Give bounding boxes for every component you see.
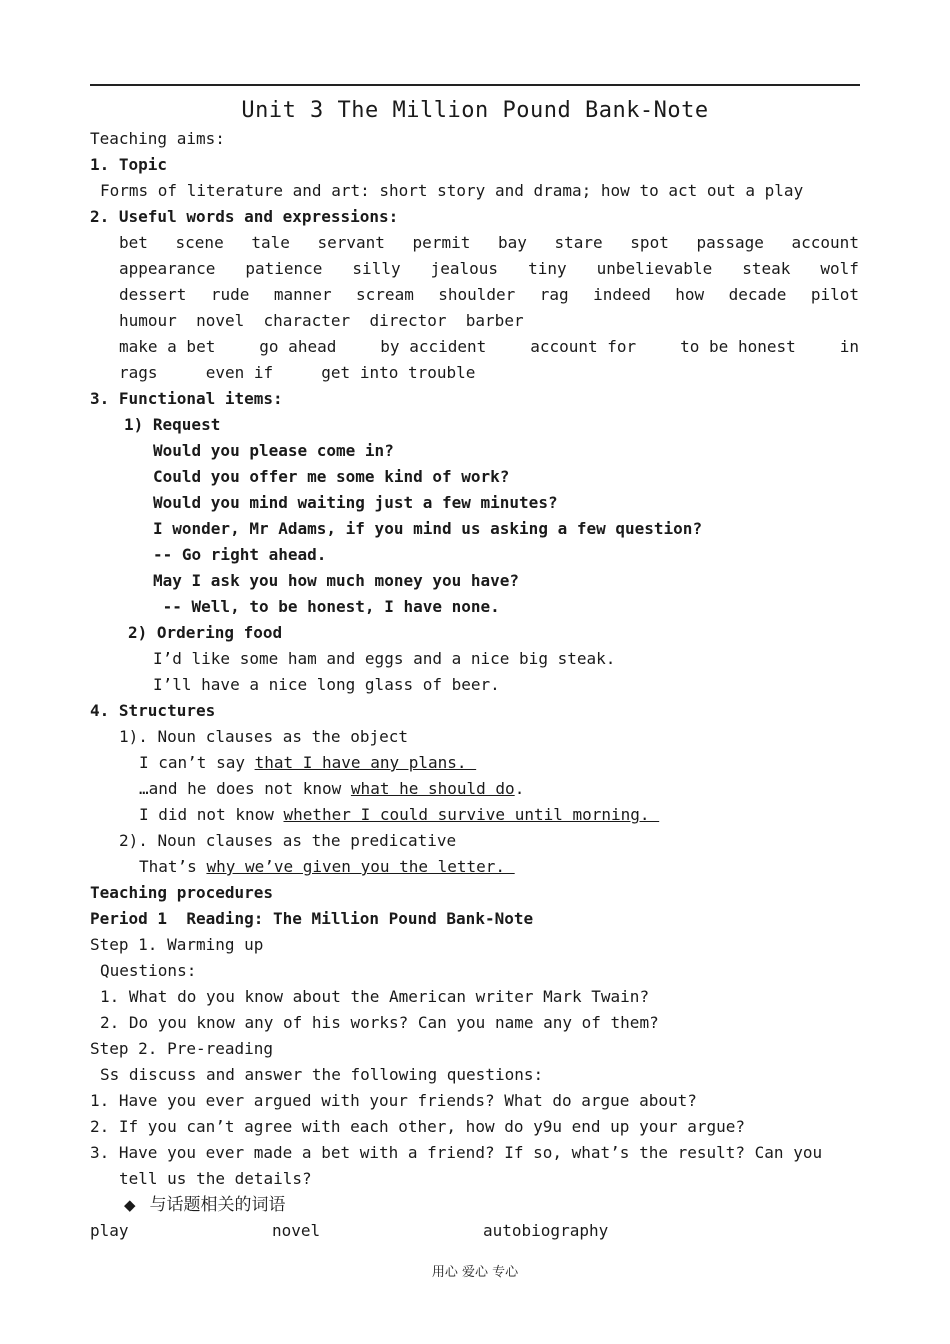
noun-pred-label: 2). Noun clauses as the predicative (119, 831, 457, 850)
word: steak (742, 259, 791, 278)
topic-text: Forms of literature and art: short story and drama; how to act out a play (100, 181, 804, 200)
word: passage (696, 233, 764, 252)
word: decade (728, 285, 787, 304)
functional-heading: 3. Functional items: (90, 389, 283, 408)
phrase: account for (530, 337, 637, 356)
word: jealous (430, 259, 499, 278)
example-underlined: that I have any plans. (254, 753, 477, 772)
example-3 (139, 805, 659, 825)
word: permit (412, 233, 471, 252)
teaching-aims-label: Teaching aims: (90, 129, 225, 148)
phrase-row-1 (119, 337, 859, 357)
word: dessert (119, 285, 187, 304)
procedures-heading: Teaching procedures (90, 883, 274, 902)
request-line: I wonder, Mr Adams, if you mind us asking a few question? (153, 519, 703, 538)
word-row-2 (119, 259, 859, 279)
page-title: Unit 3 The Million Pound Bank-Note (241, 98, 709, 123)
word: manner (273, 285, 332, 304)
step-1: Step 1. Warming up (90, 935, 264, 954)
word: how (675, 285, 705, 304)
phrase: to be honest (680, 337, 796, 356)
word-row-3 (119, 285, 859, 305)
example-underlined: whether I could survive until morning. (283, 805, 660, 824)
useful-words-heading: 2. Useful words and expressions: (90, 207, 399, 226)
discuss-line: Ss discuss and answer the following questions: (100, 1065, 544, 1084)
word: bet (119, 233, 148, 252)
phrase: go ahead (259, 337, 337, 356)
request-heading: 1) Request (124, 415, 221, 434)
request-line: -- Well, to be honest, I have none. (153, 597, 500, 616)
example-text: I did not know (139, 805, 284, 824)
related-words-line (124, 1195, 286, 1215)
example-text: I can’t say (139, 753, 255, 772)
request-line: Could you offer me some kind of work? (153, 467, 510, 486)
word-row-4: humour novel character director barber (119, 311, 524, 330)
word: silly (352, 259, 401, 278)
vocab-word: autobiography (483, 1221, 609, 1240)
vocab-word: play (90, 1221, 129, 1240)
example-underlined: why we’ve given you the letter. (206, 857, 515, 876)
word: appearance (119, 259, 216, 278)
request-line: Would you mind waiting just a few minutes? (153, 493, 558, 512)
example-text: …and he does not know (139, 779, 351, 798)
word: unbelievable (596, 259, 713, 278)
question-2: 2. Do you know any of his works? Can you name any of them? (100, 1013, 659, 1032)
vocab-word: novel (272, 1221, 321, 1240)
word: tale (251, 233, 290, 252)
example-underlined: what he should do (350, 779, 515, 798)
word: patience (245, 259, 323, 278)
word: scene (175, 233, 224, 252)
word: pilot (810, 285, 859, 304)
pre-question-3-cont: tell us the details? (119, 1169, 312, 1188)
request-line: Would you please come in? (153, 441, 394, 460)
request-line: -- Go right ahead. (153, 545, 327, 564)
request-line: May I ask you how much money you have? (153, 571, 520, 590)
food-line: I’ll have a nice long glass of beer. (153, 675, 500, 694)
step-2: Step 2. Pre-reading (90, 1039, 274, 1058)
phrase: by accident (380, 337, 487, 356)
food-line: I’d like some ham and eggs and a nice big steak. (153, 649, 616, 668)
pre-question-1: 1. Have you ever argued with your friends? What do argue about? (90, 1091, 697, 1110)
phrase: in (839, 337, 859, 356)
question-1: 1. What do you know about the American writer Mark Twain? (100, 987, 650, 1006)
word: scream (356, 285, 414, 304)
top-rule (90, 84, 860, 86)
word: stare (554, 233, 603, 252)
example-text: . (514, 779, 525, 798)
word: shoulder (438, 285, 516, 304)
example-4 (139, 857, 515, 877)
example-1 (139, 753, 476, 773)
word: indeed (593, 285, 651, 304)
pre-question-3: 3. Have you ever made a bet with a friend? If so, what’s the result? Can you (90, 1143, 823, 1162)
word: tiny (528, 259, 567, 278)
noun-object-label: 1). Noun clauses as the object (119, 727, 408, 746)
word: rag (539, 285, 569, 304)
word: rude (210, 285, 250, 304)
structures-heading: 4. Structures (90, 701, 216, 720)
word: bay (497, 233, 527, 252)
phrase-row-2: rags even if get into trouble (119, 363, 476, 382)
word: spot (630, 233, 669, 252)
word: account (791, 233, 859, 252)
phrase: make a bet (119, 337, 216, 356)
word-row-1 (119, 233, 859, 253)
word: servant (317, 233, 385, 252)
period-heading: Period 1 Reading: The Million Pound Bank-Note (90, 909, 534, 928)
word: wolf (820, 259, 859, 278)
questions-label: Questions: (100, 961, 197, 980)
example-2 (139, 779, 524, 799)
related-words-label: 与话题相关的词语 (149, 1195, 286, 1215)
diamond-bullet-icon: ◆ (124, 1196, 136, 1214)
example-text: That’s (139, 857, 207, 876)
page-footer: 用心 爱心 专心 (431, 1265, 519, 1280)
topic-heading: 1. Topic (90, 155, 168, 174)
food-heading: 2) Ordering food (128, 623, 283, 642)
pre-question-2: 2. If you can’t agree with each other, how do y9u end up your argue? (90, 1117, 746, 1136)
